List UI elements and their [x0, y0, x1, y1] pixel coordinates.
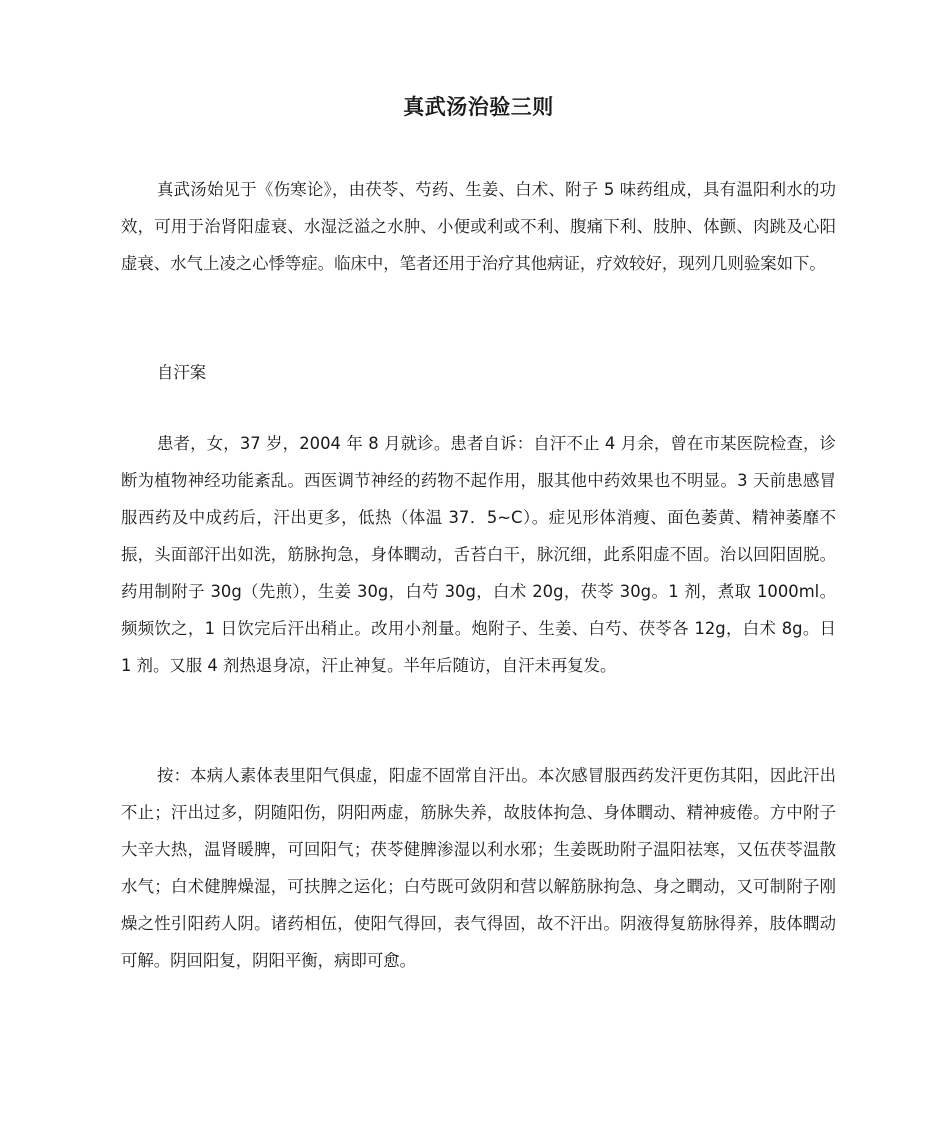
commentary-paragraph: 按：本病人素体表里阳气俱虚，阳虚不固常自汗出。本次感冒服西药发汗更伤其阳，因此汗出不止；汗出过多，阴随阳伤，阴阳两虚，筋脉失养，故肢体拘急、身体瞤动、精神疲倦。方中附子大辛大热，温肾暖脾，可回阳气；茯苓健脾渗湿以利水邪；生姜既助附子温阳祛寒，又伍茯苓温散水气；白术健脾燥湿，可扶脾之运化；白芍既可敛阴和营以解筋脉拘急、身之瞤动，又可制附子刚燥之性引阳药人阴。诸药相伍，使阳气得回，表气得固，故不汗出。阴液得复筋脉得养，肢体瞤动可解。阴回阳复，阴阳平衡，病即可愈。: [121, 766, 836, 970]
case-heading: 自汗案: [157, 363, 207, 382]
intro-paragraph: 真武汤始见于《伤寒论》，由茯苓、芍药、生姜、白术、附子 5 味药组成，具有温阳利水的功效，可用于治肾阳虚衰、水湿泛溢之水肿、小便或利或不利、腹痛下利、肢肿、体颤、肉跳及心阳虚衰、水气上凌之心悸等症。临床中，笔者还用于治疗其他病证，疗效较好，现列几则验案如下。: [121, 180, 836, 273]
case-body-paragraph: 患者，女，37 岁，2004 年 8 月就诊。患者自诉：自汗不止 4 月余，曾在市某医院检查，诊断为植物神经功能紊乱。西医调节神经的药物不起作用，服其他中药效果也不明显。3 天前患感冒服西药及中成药后，汗出更多，低热（体温 37．5~C）。症见形体消瘦、面色萎黄、精神萎靡不振，头面部汗出如洗，筋脉拘急，身体瞤动，舌苔白干，脉沉细，此系阳虚不固。治以回阳固脱。药用制附子 30g（先煎），生姜 30g，白芍 30g，白术 20g，茯苓 30g。1 剂，煮取 1000ml。频频饮之，1 日饮完后汗出稍止。改用小剂量。炮附子、生姜、白芍、茯苓各 12g，白术 8g。日 1 剂。又服 4 剂热退身凉，汗止神复。半年后随访，自汗未再复发。: [121, 434, 836, 675]
document-title: 真武汤治验三则: [403, 95, 554, 119]
